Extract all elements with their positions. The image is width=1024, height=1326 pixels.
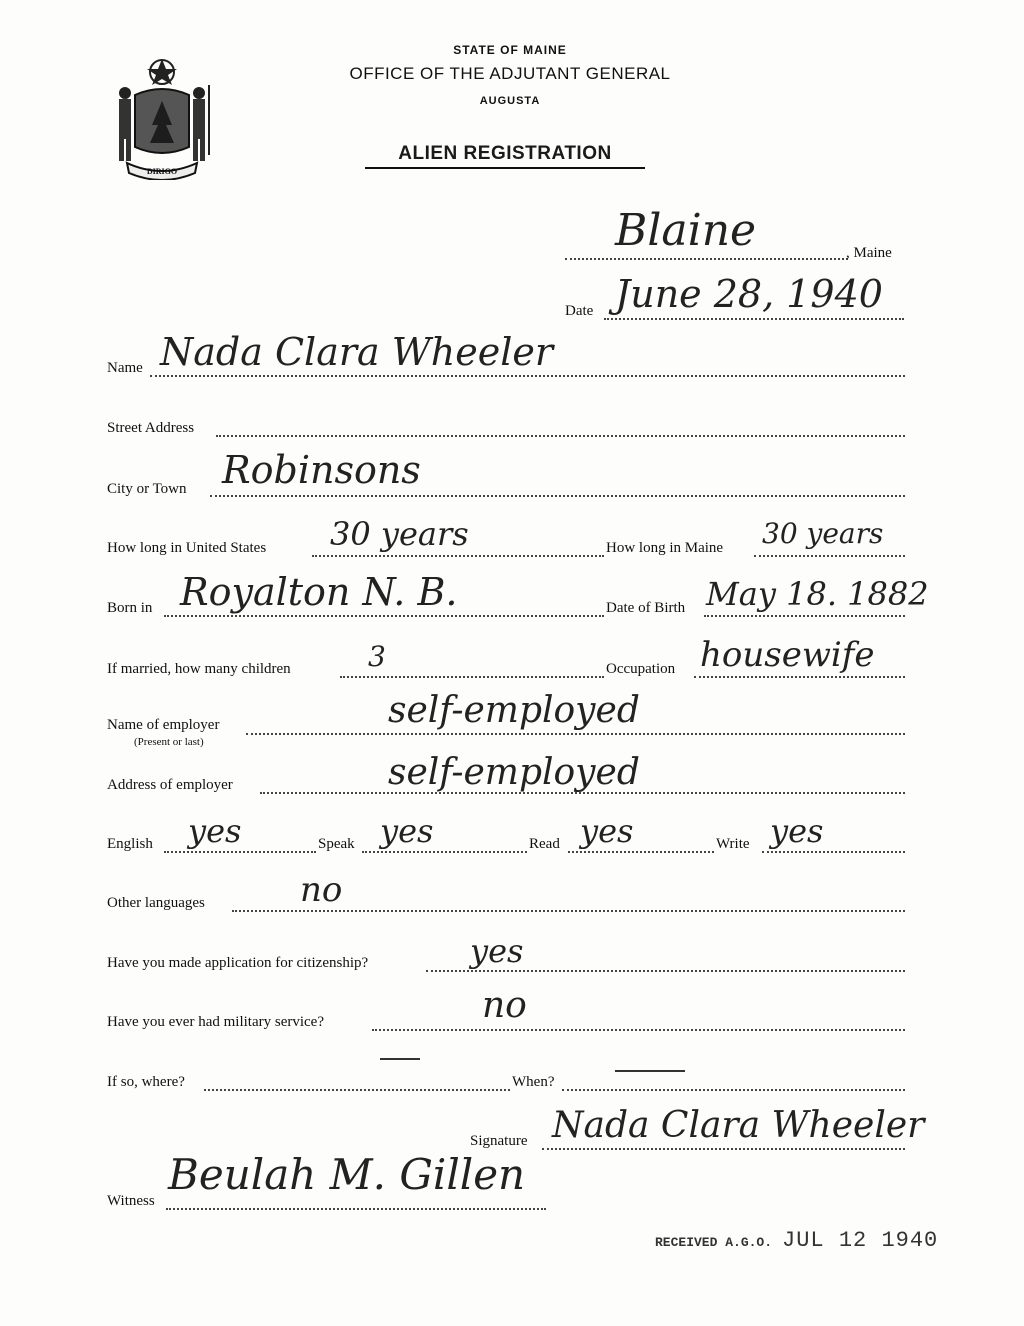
where-line (204, 1089, 510, 1091)
dob-label: Date of Birth (606, 600, 686, 616)
city-label: City or Town (107, 481, 187, 497)
years-us-label: How long in United States (107, 540, 267, 556)
date-line (604, 318, 904, 320)
signature-handwritten: Nada Clara Wheeler (552, 1105, 925, 1146)
other-languages-line (232, 910, 905, 912)
write-line (762, 851, 905, 853)
witness-handwritten: Beulah M. Gillen (168, 1150, 526, 1199)
born-line (164, 615, 604, 617)
name-label: Name (107, 360, 143, 376)
children-label: If married, how many children (107, 661, 291, 677)
when-line (562, 1089, 905, 1091)
employer-sub-label: (Present or last) (134, 736, 204, 748)
born-label: Born in (107, 600, 153, 616)
header-state: STATE OF MAINE (453, 43, 567, 57)
town-line (565, 258, 848, 260)
occupation-label: Occupation (606, 661, 676, 677)
years-maine-handwritten: 30 years (762, 517, 884, 550)
write-label: Write (716, 836, 750, 852)
when-dash (615, 1070, 685, 1072)
read-label: Read (529, 836, 560, 852)
date-label: Date (565, 303, 594, 319)
where-dash (380, 1058, 420, 1060)
town-handwritten: Blaine (615, 205, 757, 256)
name-line (150, 375, 905, 377)
citizenship-label: Have you made application for citizenship? (107, 955, 369, 971)
when-label: When? (512, 1074, 555, 1090)
employer-handwritten: self-employed (388, 690, 640, 731)
city-handwritten: Robinsons (222, 448, 421, 492)
form-title: ALIEN REGISTRATION (365, 143, 645, 169)
dob-line (704, 615, 905, 617)
stamp-received: RECEIVED A.G.O. (655, 1235, 773, 1250)
read-line (568, 851, 714, 853)
name-handwritten: Nada Clara Wheeler (160, 330, 554, 374)
employer-address-handwritten: self-employed (388, 752, 640, 793)
other-languages-handwritten: no (300, 870, 343, 910)
english-handwritten: yes (188, 812, 242, 850)
speak-line (362, 851, 527, 853)
employer-line (246, 733, 905, 735)
dob-handwritten: May 18. 1882 (706, 575, 929, 613)
years-us-line (312, 555, 604, 557)
header-city: AUGUSTA (479, 95, 541, 107)
received-stamp (655, 1228, 938, 1253)
witness-line (166, 1208, 546, 1210)
occupation-line (694, 676, 905, 678)
employer-label: Name of employer (107, 717, 220, 733)
town-suffix-label: , Maine (846, 245, 892, 261)
children-handwritten: 3 (368, 640, 386, 673)
employer-address-label: Address of employer (107, 777, 233, 793)
speak-handwritten: yes (380, 812, 434, 850)
children-line (340, 676, 604, 678)
witness-label: Witness (107, 1193, 155, 1209)
where-label: If so, where? (107, 1074, 185, 1090)
citizenship-line (426, 970, 905, 972)
stamp-date: JUL 12 1940 (782, 1228, 939, 1253)
years-us-handwritten: 30 years (330, 515, 469, 553)
signature-line (542, 1148, 905, 1150)
write-handwritten: yes (770, 812, 824, 850)
street-line (216, 435, 905, 437)
years-maine-label: How long in Maine (606, 540, 724, 556)
military-label: Have you ever had military service? (107, 1014, 324, 1030)
date-handwritten: June 28, 1940 (615, 272, 883, 316)
english-label: English (107, 836, 153, 852)
born-handwritten: Royalton N. B. (180, 570, 458, 614)
military-handwritten: no (482, 985, 527, 1026)
street-label: Street Address (107, 420, 195, 436)
occupation-handwritten: housewife (700, 635, 875, 675)
signature-label: Signature (470, 1133, 528, 1149)
city-line (210, 495, 905, 497)
citizenship-handwritten: yes (470, 932, 524, 970)
svg-text:DIRIGO: DIRIGO (146, 167, 178, 176)
maine-state-seal-icon (105, 55, 220, 180)
military-line (372, 1029, 905, 1031)
read-handwritten: yes (580, 812, 634, 850)
header-office: OFFICE OF THE ADJUTANT GENERAL (349, 64, 671, 83)
other-languages-label: Other languages (107, 895, 205, 911)
years-maine-line (754, 555, 905, 557)
english-line (164, 851, 316, 853)
speak-label: Speak (318, 836, 355, 852)
